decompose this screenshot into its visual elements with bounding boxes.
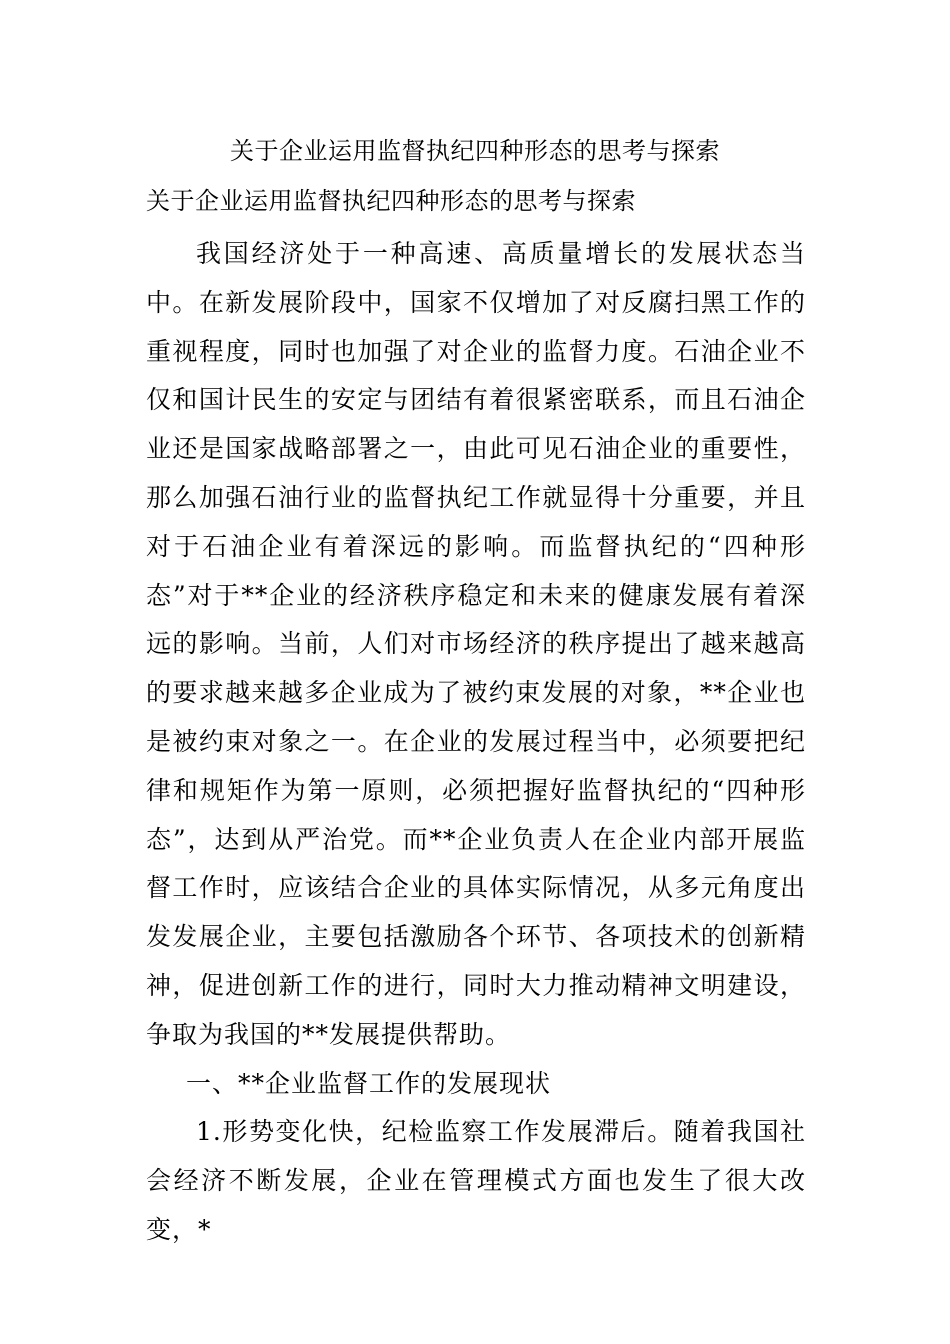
section-heading: 一、**企业监督工作的发展现状 <box>186 1068 552 1098</box>
section-paragraph: 1.形势变化快，纪检监察工作发展滞后。随着我国社会经济不断发展，企业在管理模式方面也发生了很大改变，* <box>146 1117 806 1244</box>
intro-paragraph: 我国经济处于一种高速、高质量增长的发展状态当中。在新发展阶段中，国家不仅增加了对反腐扫黑工作的重视程度，同时也加强了对企业的监督力度。石油企业不仅和国计民生的安定与团结有着很紧密联系，而且石油企业还是国家战略部署之一，由此可见石油企业的重要性，那么加强石油行业的监督执纪工作就显得十分重要，并且对于石油企业有着深远的影响。而监督执纪的“四种形态”对于**企业的经济秩序稳定和未来的健康发展有着深远的影响。当前，人们对市场经济的秩序提出了越来越高的要求越来越多企业成为了被约束发展的对象，**企业也是被约束对象之一。在企业的发展过程当中，必须要把纪律和规矩作为第一原则，必须把握好监督执纪的“四种形态”，达到从严治党。而**企业负责人在企业内部开展监督工作时，应该结合企业的具体实际情况，从多元角度出发发展企业，主要包括激励各个环节、各项技术的创新精神，促进创新工作的进行，同时大力推动精神文明建设，争取为我国的**发展提供帮助。 <box>146 239 806 1049</box>
document-subtitle: 关于企业运用监督执纪四种形态的思考与探索 <box>146 187 636 215</box>
document-title: 关于企业运用监督执纪四种形态的思考与探索 <box>230 137 720 165</box>
document-body <box>146 230 806 1255</box>
